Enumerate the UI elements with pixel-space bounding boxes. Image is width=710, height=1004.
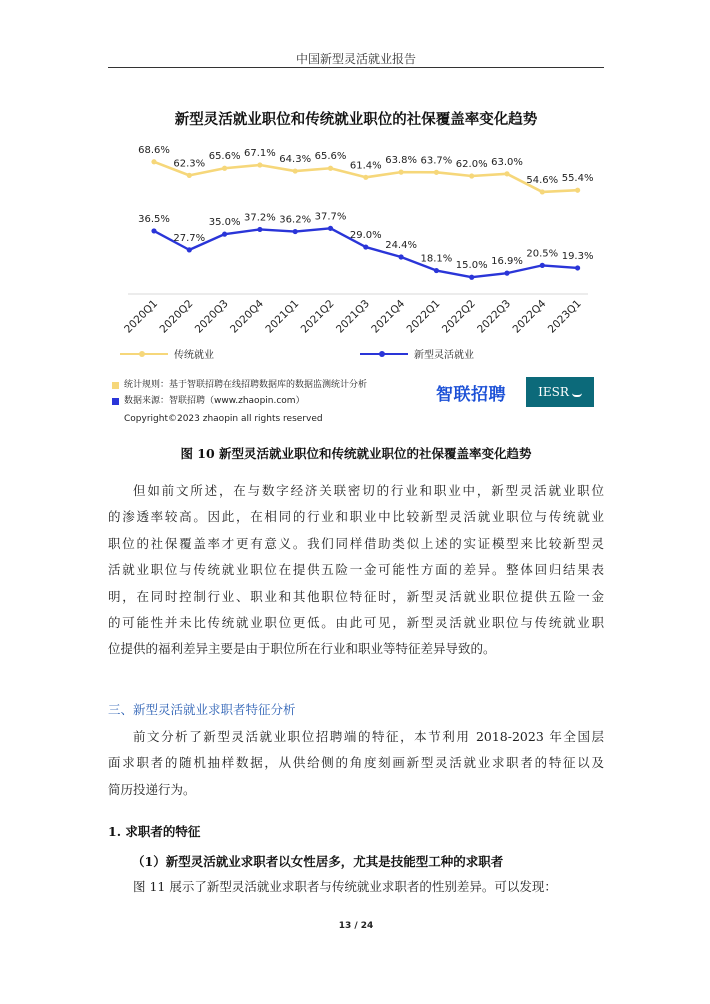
figure-caption: 图 10 新型灵活就业职位和传统就业职位的社保覆盖率变化趋势 [180, 446, 532, 461]
data-point [257, 162, 262, 167]
x-tick-label: 2023Q1 [545, 297, 584, 336]
subheading-1: 1. 求职者的特征 [108, 824, 201, 839]
paragraph-1 [108, 478, 604, 663]
paragraph-2-line: 简历投递行为。 [108, 781, 196, 797]
x-tick-label: 2021Q3 [333, 297, 372, 336]
data-point [504, 271, 509, 276]
data-label: 20.5% [526, 248, 559, 260]
paragraph-2 [108, 724, 604, 803]
data-point [399, 254, 404, 259]
data-label: 37.2% [244, 212, 276, 224]
data-label: 37.7% [314, 211, 347, 223]
data-label: 63.0% [491, 156, 523, 168]
data-label: 67.1% [244, 148, 276, 160]
x-tick-label: 2020Q3 [192, 297, 231, 336]
paragraph-1-line: 位提供的福利差异主要是由于职位所在行业和职业等特征差异导致的。 [108, 641, 496, 657]
x-tick-label: 2020Q2 [157, 297, 196, 336]
paragraph-1-line: 职位的社保覆盖率才更有意义。我们同样借助类似上述的实证模型来比较新型灵 [108, 535, 604, 551]
data-point [469, 275, 474, 280]
data-point [469, 173, 474, 178]
x-tick-label: 2022Q1 [404, 297, 443, 336]
data-point [540, 263, 545, 268]
note-source-text: 数据来源：智联招聘（www.zhaopin.com） [124, 396, 305, 406]
running-header: 中国新型灵活就业报告 [295, 52, 416, 66]
legend-flexible [360, 346, 474, 361]
data-label: 62.3% [173, 158, 206, 170]
data-point [151, 159, 156, 164]
chart-title: 新型灵活就业职位和传统就业职位的社保覆盖率变化趋势 [174, 112, 538, 128]
data-label: 15.0% [455, 260, 488, 272]
data-point [187, 247, 192, 252]
coverage-line-chart [108, 128, 604, 343]
copyright: Copyright©2023 zhaopin all rights reserved [124, 414, 323, 424]
data-point [328, 166, 333, 171]
data-point [257, 227, 262, 232]
subheading-2: （1）新型灵活就业求职者以女性居多，尤其是技能型工种的求职者 [132, 854, 504, 869]
x-tick-label: 2022Q3 [475, 297, 514, 336]
data-label: 19.3% [561, 250, 594, 262]
paragraph-3 [108, 874, 604, 900]
data-label: 16.9% [491, 256, 523, 268]
zhaopin-logo: 智联招聘 [436, 385, 506, 405]
note-rule-square [112, 382, 119, 389]
chart-notes [112, 377, 367, 409]
note-rule-text: 统计规则：基于智联招聘在线招聘数据库的数据监测统计分析 [124, 380, 368, 390]
data-label: 65.6% [314, 151, 347, 163]
legend-flexible-swatch [360, 353, 408, 355]
data-point [293, 229, 298, 234]
data-label: 36.2% [279, 214, 312, 226]
data-point [540, 189, 545, 194]
x-tick-label: 2021Q1 [263, 297, 302, 336]
paragraph-1-line: 明，在同时控制行业、职业和其他职位特征时，新型灵活就业职位提供五险一金 [108, 588, 604, 604]
note-source-square [112, 398, 119, 405]
paragraph-3-line: 图 11 展示了新型灵活就业求职者与传统就业求职者的性别差异。可以发现： [133, 879, 557, 894]
data-label: 62.0% [455, 159, 488, 170]
boat-icon [572, 388, 582, 397]
data-point [328, 226, 333, 231]
x-tick-label: 2020Q1 [122, 297, 161, 336]
legend-traditional [120, 346, 214, 361]
note-rule [112, 377, 367, 393]
data-label: 36.5% [138, 213, 170, 225]
iesr-logo [526, 377, 594, 407]
data-label: 24.4% [385, 239, 417, 251]
paragraph-1-line: 的可能性并未比传统就业职位更低。由此可见，新型灵活就业职位与传统就业职 [108, 615, 604, 631]
data-point [575, 265, 580, 270]
paragraph-2-line: 前文分析了新型灵活就业职位招聘端的特征，本节利用 2018-2023 年全国层 [133, 729, 604, 744]
section-heading: 三、新型灵活就业求职者特征分析 [108, 702, 296, 717]
data-label: 63.7% [420, 155, 453, 167]
page-number: 13 / 24 [338, 921, 374, 931]
data-point [434, 268, 439, 273]
paragraph-2-line: 面求职者的随机抽样数据，从供给侧的角度刻画新型灵活就业求职者的特征以及 [108, 755, 604, 771]
iesr-logo-text: IESR [538, 385, 569, 399]
data-point [575, 188, 580, 193]
data-point [399, 170, 404, 175]
x-tick-label: 2022Q4 [510, 297, 549, 336]
data-point [151, 228, 156, 233]
paragraph-1-line: 但如前文所述，在与数字经济关联密切的行业和职业中，新型灵活就业职位 [133, 483, 604, 498]
data-label: 64.3% [279, 154, 312, 166]
data-label: 18.1% [420, 253, 453, 265]
data-point [504, 171, 509, 176]
data-label: 68.6% [138, 144, 170, 156]
data-point [222, 166, 227, 171]
header-rule [108, 67, 604, 68]
data-label: 29.0% [349, 230, 382, 242]
data-label: 61.4% [349, 160, 382, 172]
data-point [434, 170, 439, 175]
data-point [293, 168, 298, 173]
note-source [112, 393, 367, 409]
data-label: 54.6% [526, 174, 559, 186]
legend-traditional-label: 传统就业 [174, 350, 214, 361]
data-point [363, 175, 368, 180]
data-label: 63.8% [385, 155, 417, 167]
data-label: 65.6% [208, 151, 241, 163]
x-tick-label: 2021Q2 [298, 297, 337, 336]
data-label: 27.7% [173, 232, 206, 244]
legend-flexible-label: 新型灵活就业 [414, 350, 474, 361]
paragraph-1-line: 的渗透率较高。因此，在相同的行业和职业中比较新型灵活就业职位与传统就业 [108, 509, 604, 525]
data-point [363, 244, 368, 249]
x-tick-label: 2020Q4 [228, 297, 267, 336]
x-tick-label: 2021Q4 [369, 297, 408, 336]
legend-traditional-swatch [120, 353, 168, 355]
data-label: 35.0% [208, 217, 241, 229]
x-tick-label: 2022Q2 [439, 297, 478, 336]
data-label: 55.4% [561, 173, 594, 185]
paragraph-1-line: 活就业职位与传统就业职位在提供五险一金可能性方面的差异。整体回归结果表 [108, 562, 604, 578]
data-point [222, 232, 227, 237]
data-point [187, 173, 192, 178]
